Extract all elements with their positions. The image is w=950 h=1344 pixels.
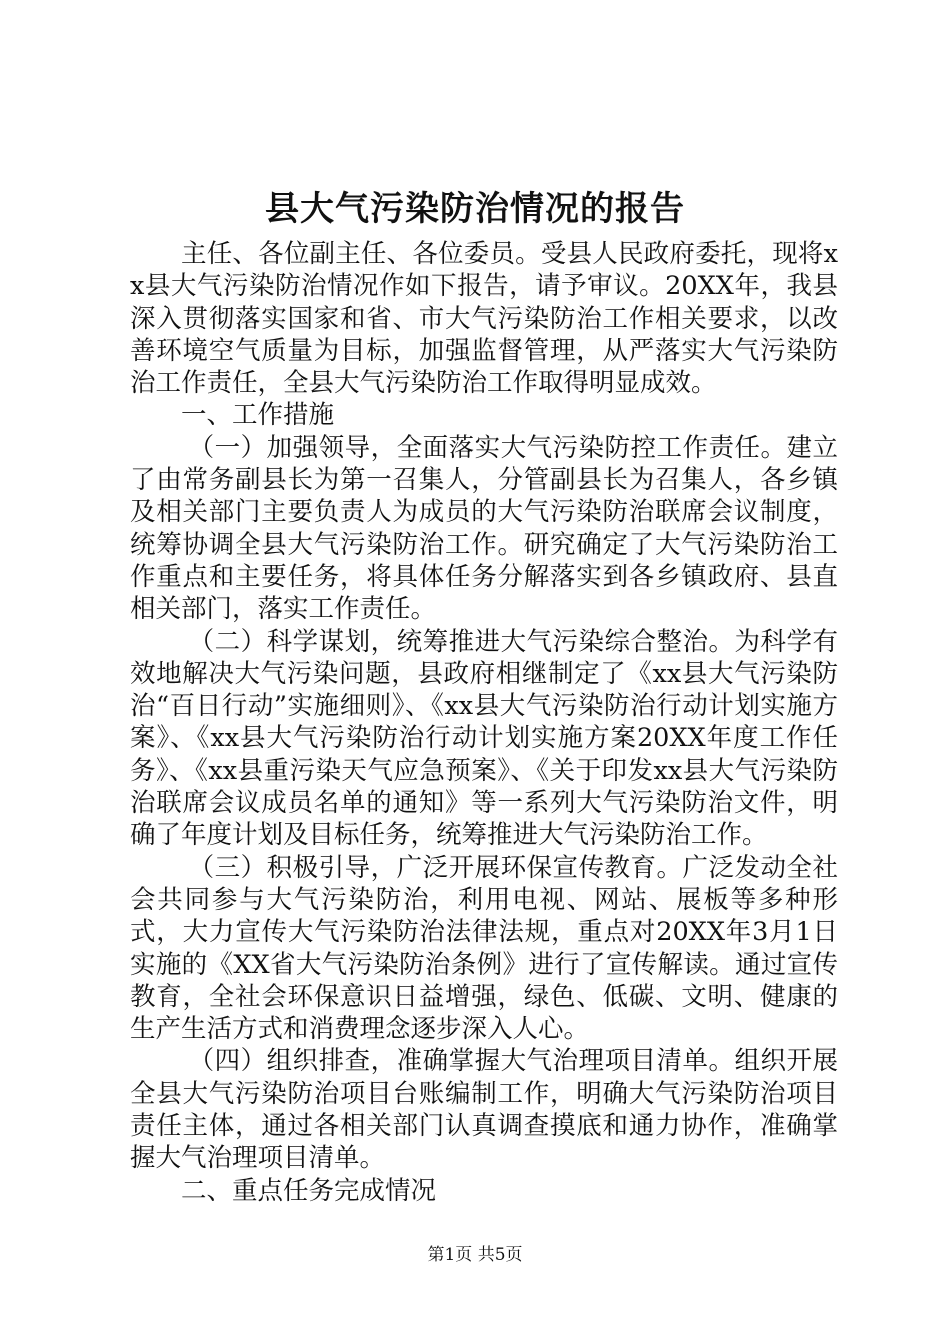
page-number-footer: 第1页 共5页 <box>427 1245 523 1265</box>
section-heading-tasks: 二、重点任务完成情况 <box>181 1175 437 1206</box>
document-title: 县大气污染防治情况的报告 <box>265 189 685 229</box>
measure-paragraph-3: （三）积极引导，广泛开展环保宣传教育。广泛发动全社会共同参与大气污染防治，利用电视、网站、展板等多种形式，大力宣传大气污染防治法律法规，重点对20XX年3月1日实施的《XX省大气污染防治条例》进行了宣传解读。通过宣传教育，全社会环保意识日益增强，绿色、低碳、文明、健康的生产生活方式和消费理念逐步深入人心。 <box>130 852 838 1045</box>
measure-paragraph-4: （四）组织排查，准确掌握大气治理项目清单。组织开展全县大气污染防治项目台账编制工作，明确大气污染防治项目责任主体，通过各相关部门认真调查摸底和通力协作，准确掌握大气治理项目清单。 <box>130 1046 838 1174</box>
section-heading-measures: 一、工作措施 <box>181 400 335 431</box>
intro-paragraph: 主任、各位副主任、各位委员。受县人民政府委托，现将xx县大气污染防治情况作如下报告，请予审议。20XX年，我县深入贯彻落实国家和省、市大气污染防治工作相关要求，以改善环境空气质量为目标，加强监督管理，从严落实大气污染防治工作责任，全县大气污染防治工作取得明显成效。 <box>130 239 838 399</box>
measure-paragraph-2: （二）科学谋划，统筹推进大气污染综合整治。为科学有效地解决大气污染问题，县政府相继制定了《xx县大气污染防治“百日行动”实施细则》、《xx县大气污染防治行动计划实施方案》、《xx县大气污染防治行动计划实施方案20XX年度工作任务》、《xx县重污染天气应急预案》、《关于印发xx县大气污染防治联席会议成员名单的通知》等一系列大气污染防治文件，明确了年度计划及目标任务，统筹推进大气污染防治工作。 <box>130 626 838 851</box>
document-body <box>130 238 838 1207</box>
measure-paragraph-1: （一）加强领导，全面落实大气污染防控工作责任。建立了由常务副县长为第一召集人，分管副县长为召集人，各乡镇及相关部门主要负责人为成员的大气污染防治联席会议制度，统筹协调全县大气污染防治工作。研究确定了大气污染防治工作重点和主要任务，将具体任务分解落实到各乡镇政府、县直相关部门，落实工作责任。 <box>130 432 838 625</box>
